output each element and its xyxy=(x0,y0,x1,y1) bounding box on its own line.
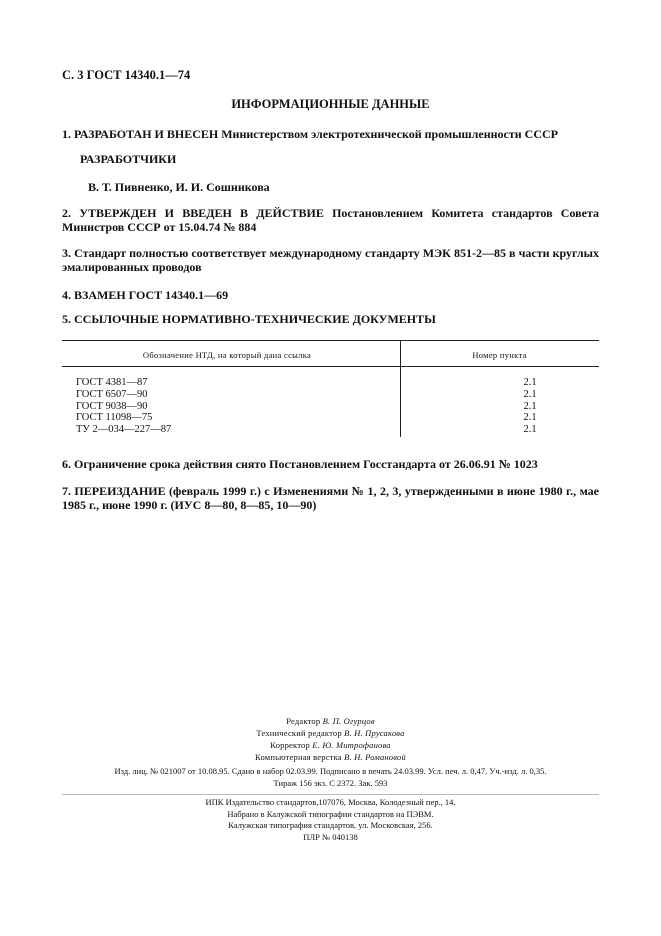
table-row xyxy=(62,401,599,413)
item-2: 2. УТВЕРЖДЕН И ВВЕДЕН В ДЕЙСТВИЕ Постановлением Комитета стандартов Совета Министров СССР от 15.04.74 № 884 xyxy=(62,206,599,234)
table-row xyxy=(62,424,599,436)
publisher-block xyxy=(0,797,661,843)
publisher-line-3: Калужская типография стандартов, ул. Московская, 256. xyxy=(228,820,433,830)
developers-label: РАЗРАБОТЧИКИ xyxy=(80,152,177,166)
table-row xyxy=(62,389,599,401)
row-point: 2.1 xyxy=(523,400,537,412)
document-title: ИНФОРМАЦИОННЫЕ ДАННЫЕ xyxy=(231,97,430,111)
row-point: 2.1 xyxy=(523,388,537,400)
item-5: 5. ССЫЛОЧНЫЕ НОРМАТИВНО-ТЕХНИЧЕСКИЕ ДОКУМЕНТЫ xyxy=(62,312,436,326)
column-header-document: Обозначение НТД, на который дана ссылка xyxy=(142,350,312,360)
item-6: 6. Ограничение срока действия снято Постановлением Госстандарта от 26.06.91 № 1023 xyxy=(62,457,538,471)
row-point: 2.1 xyxy=(523,412,537,424)
item-4: 4. ВЗАМЕН ГОСТ 14340.1—69 xyxy=(62,288,229,302)
row-point: 2.1 xyxy=(523,424,537,436)
item-1: 1. РАЗРАБОТАН И ВНЕСЕН Министерством электротехнической промышленности СССР xyxy=(62,127,559,141)
publisher-line-4: ПЛР № 040138 xyxy=(303,831,358,842)
item-7: 7. ПЕРЕИЗДАНИЕ (февраль 1999 г.) с Изменениями № 1, 2, 3, утвержденными в июне 1980 г., мае 1985 г., июне 1990 г. (ИУС 8—80, 8—85, 10—90) xyxy=(62,484,599,512)
credit-layout: Компьютерная верстка В. Н. Романовой xyxy=(255,752,406,762)
page-header: С. 3 ГОСТ 14340.1—74 xyxy=(62,68,191,82)
credit-corrector: Корректор Е. Ю. Митрофанова xyxy=(270,740,391,750)
reference-table xyxy=(62,340,599,436)
row-document: ГОСТ 11098—75 xyxy=(76,412,153,424)
row-document: ГОСТ 4381—87 xyxy=(76,377,148,388)
table-row xyxy=(62,377,599,389)
imprint-line-1: Изд. лиц. № 021007 от 10.08.95. Сдано в набор 02.03.99. Подписано в печать 24.03.99. Усл. печ. л. 0,47. Уч.-изд. л. 0,35. xyxy=(114,766,547,776)
row-document: ГОСТ 6507—90 xyxy=(76,388,148,400)
publisher-line-1: ИПК Издательство стандартов,107076, Москва, Колодезный пер., 14. xyxy=(205,797,456,807)
item-3: 3. Стандарт полностью соответствует международному стандарту МЭК 851-2—85 в части круглых эмалированных проводов xyxy=(62,246,599,274)
row-document: ТУ 2—034—227—87 xyxy=(76,424,172,436)
developers-names: В. Т. Пивненко, И. И. Сошникова xyxy=(88,180,270,194)
row-document: ГОСТ 9038—90 xyxy=(76,400,148,412)
credits-block xyxy=(0,715,661,763)
table-header xyxy=(62,341,599,367)
publisher-line-2: Набрано в Калужской типографии стандартов на ПЭВМ. xyxy=(227,808,434,819)
imprint-block xyxy=(0,766,661,789)
row-point: 2.1 xyxy=(523,377,537,388)
credit-tech-editor: Технический редактор В. Н. Прусакова xyxy=(256,728,405,738)
table-body xyxy=(62,367,599,436)
imprint-line-2: Тираж 156 экз. С 2372. Зак. 593 xyxy=(273,777,388,788)
separator-rule xyxy=(62,794,599,795)
table-row xyxy=(62,412,599,424)
credit-editor: Редактор В. П. Огурцов xyxy=(286,716,375,726)
column-header-point: Номер пункта xyxy=(472,350,527,360)
